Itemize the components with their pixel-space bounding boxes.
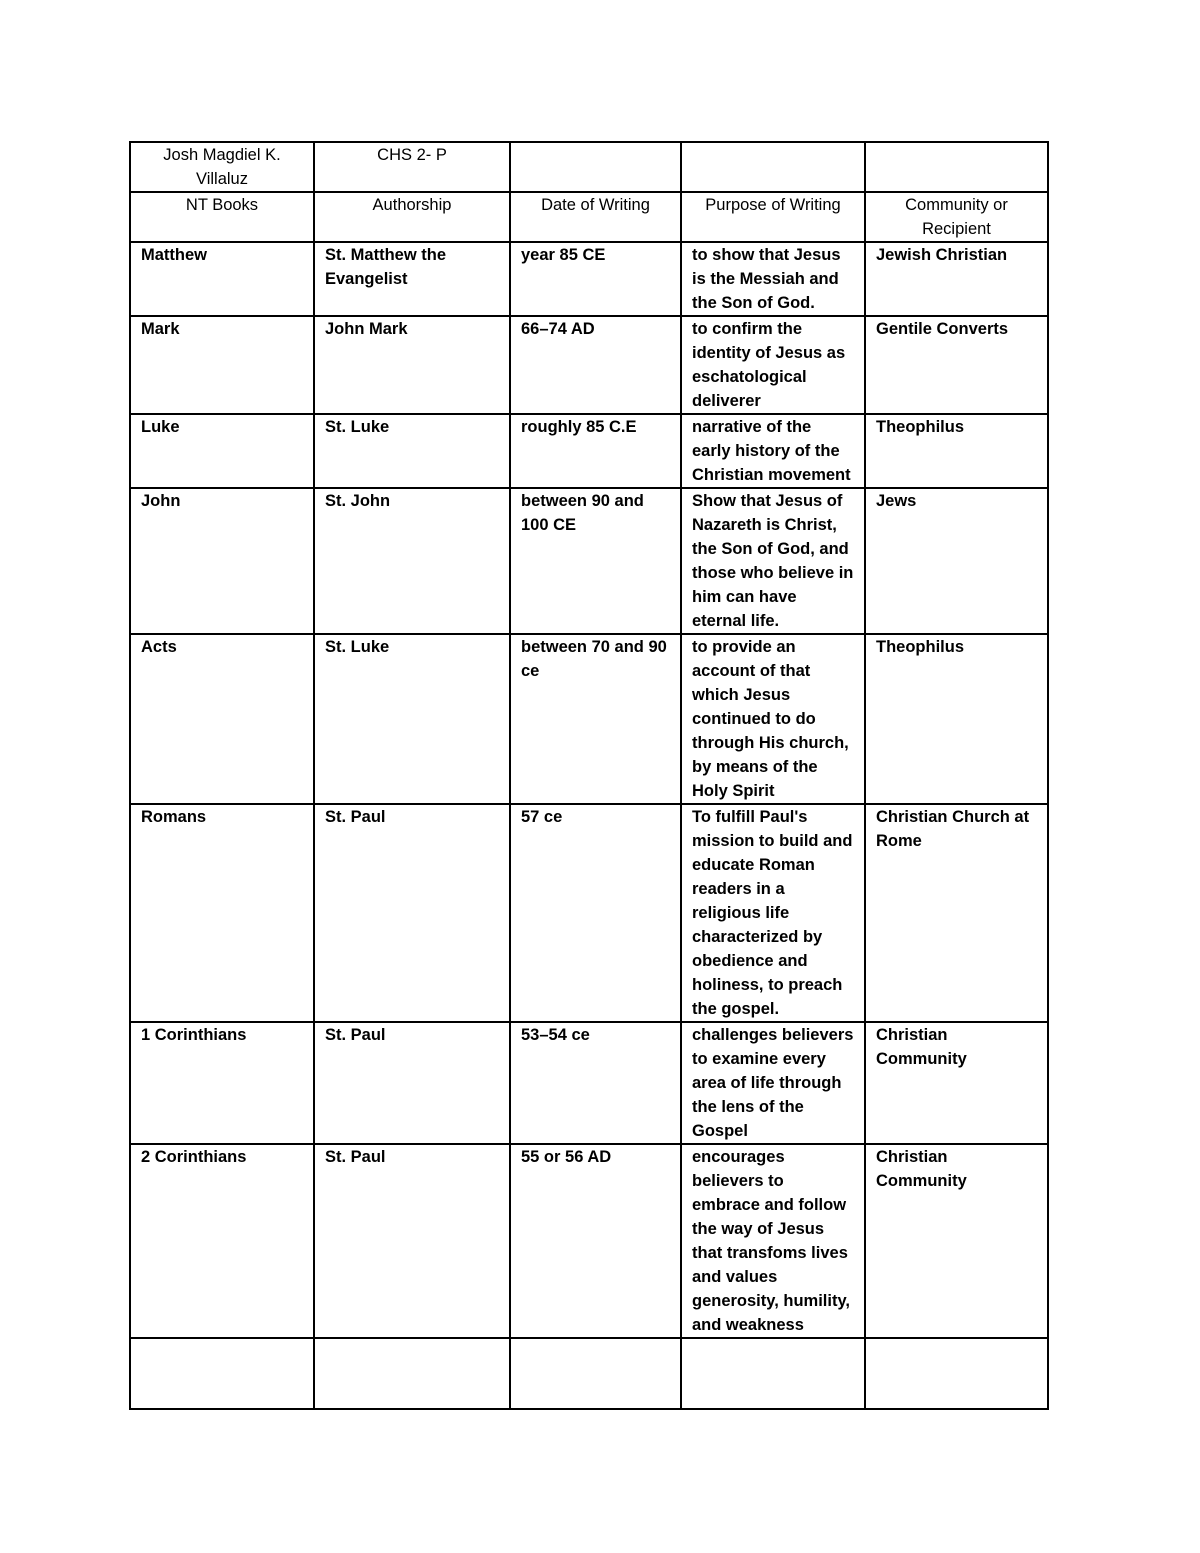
date-cell: 66–74 AD <box>510 316 681 414</box>
date-cell: between 70 and 90 ce <box>510 634 681 804</box>
empty-cell <box>865 1338 1048 1409</box>
purpose-cell: To fulfill Paul's mission to build and educate Roman readers in a religious life characterized by obedience and holiness, to preach the gospel. <box>681 804 865 1022</box>
book-cell: Mark <box>130 316 314 414</box>
date-cell: between 90 and 100 CE <box>510 488 681 634</box>
class-section-cell <box>314 142 510 192</box>
recipient-cell: Christian Community <box>865 1022 1048 1144</box>
purpose-cell: to show that Jesus is the Messiah and the Son of God. <box>681 242 865 316</box>
author-cell: St. Paul <box>314 1022 510 1144</box>
empty-cell <box>681 1338 865 1409</box>
class-section: CHS 2- P <box>377 146 447 164</box>
date-cell: 55 or 56 AD <box>510 1144 681 1338</box>
table-row <box>130 242 1048 316</box>
empty-table-row <box>130 1338 1048 1409</box>
purpose-cell: to confirm the identity of Jesus as eschatological deliverer <box>681 316 865 414</box>
purpose-cell: to provide an account of that which Jesus continued to do through His church, by means of the Holy Spirit <box>681 634 865 804</box>
table-row <box>130 488 1048 634</box>
student-name-cell <box>130 142 314 192</box>
table-row <box>130 316 1048 414</box>
empty-cell <box>314 1338 510 1409</box>
recipient-cell: Christian Church at Rome <box>865 804 1048 1022</box>
author-cell: St. Paul <box>314 804 510 1022</box>
author-cell: St. Luke <box>314 634 510 804</box>
student-name: Josh Magdiel K. Villaluz <box>163 146 281 188</box>
recipient-cell: Jewish Christian <box>865 242 1048 316</box>
recipient-cell: Theophilus <box>865 414 1048 488</box>
recipient-cell: Jews <box>865 488 1048 634</box>
purpose-cell: encourages believers to embrace and follow the way of Jesus that transfoms lives and values generosity, humility, and weakness <box>681 1144 865 1338</box>
table-row <box>130 804 1048 1022</box>
recipient-cell: Gentile Converts <box>865 316 1048 414</box>
date-cell: 53–54 ce <box>510 1022 681 1144</box>
column-header-books: NT Books <box>130 192 314 242</box>
empty-cell <box>510 142 681 192</box>
author-cell: St. Paul <box>314 1144 510 1338</box>
recipient-cell: Theophilus <box>865 634 1048 804</box>
header-info-row <box>130 142 1048 192</box>
table-row <box>130 414 1048 488</box>
column-header-authorship: Authorship <box>314 192 510 242</box>
book-cell: 1 Corinthians <box>130 1022 314 1144</box>
column-header-recipient: Community or Recipient <box>865 192 1048 242</box>
author-cell: St. John <box>314 488 510 634</box>
column-header-date: Date of Writing <box>510 192 681 242</box>
purpose-cell: challenges believers to examine every area of life through the lens of the Gospel <box>681 1022 865 1144</box>
book-cell: Acts <box>130 634 314 804</box>
table-row <box>130 1022 1048 1144</box>
purpose-cell: Show that Jesus of Nazareth is Christ, the Son of God, and those who believe in him can have eternal life. <box>681 488 865 634</box>
empty-cell <box>510 1338 681 1409</box>
table-row <box>130 634 1048 804</box>
purpose-cell: narrative of the early history of the Christian movement <box>681 414 865 488</box>
empty-cell <box>681 142 865 192</box>
date-cell: 57 ce <box>510 804 681 1022</box>
book-cell: Matthew <box>130 242 314 316</box>
book-cell: John <box>130 488 314 634</box>
column-header-row <box>130 192 1048 242</box>
recipient-cell: Christian Community <box>865 1144 1048 1338</box>
column-header-purpose: Purpose of Writing <box>681 192 865 242</box>
author-cell: John Mark <box>314 316 510 414</box>
empty-cell <box>865 142 1048 192</box>
nt-books-table <box>129 141 1049 1410</box>
author-cell: St. Matthew the Evangelist <box>314 242 510 316</box>
book-cell: Romans <box>130 804 314 1022</box>
date-cell: roughly 85 C.E <box>510 414 681 488</box>
empty-cell <box>130 1338 314 1409</box>
table-row <box>130 1144 1048 1338</box>
author-cell: St. Luke <box>314 414 510 488</box>
date-cell: year 85 CE <box>510 242 681 316</box>
book-cell: Luke <box>130 414 314 488</box>
book-cell: 2 Corinthians <box>130 1144 314 1338</box>
